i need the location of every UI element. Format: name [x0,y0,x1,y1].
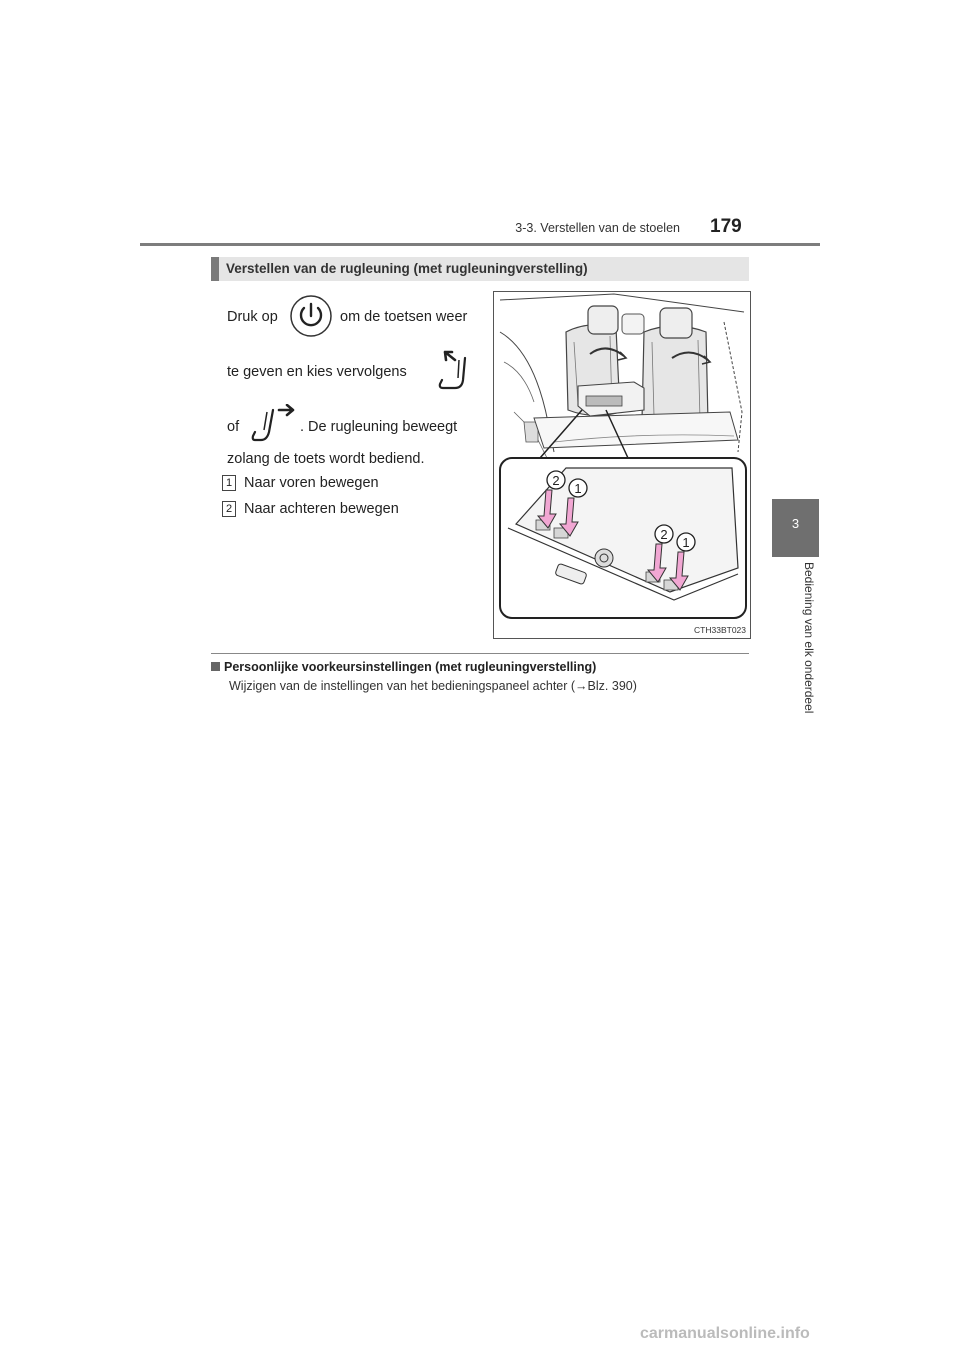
list-item-number: 2 [222,501,236,517]
seat-recline-forward-icon [437,348,477,396]
square-bullet-icon [211,662,220,671]
chapter-heading: 3-3. Verstellen van de stoelen [515,221,680,235]
subsection-title-text: Persoonlijke voorkeursinstellingen (met rugleuningverstelling) [224,660,597,674]
rear-seat-drawing [494,292,750,638]
callout-label: 2 [660,527,668,542]
body-line3-start: of [227,419,240,435]
footer-watermark: carmanualsonline.info [640,1325,810,1342]
body-line4: zolang de toets wordt bediend. [227,451,425,467]
subsection-title [211,660,596,674]
section-title: Verstellen van de rugleuning (met rugleuningverstelling) [226,261,588,276]
chapter-tab-number: 3 [791,516,800,531]
seat-recline-backward-icon [251,404,299,446]
body-line1-start: Druk op [227,309,278,325]
body-line3-end: . De rugleuning beweegt [300,419,458,435]
chapter-tab-label: Bediening van elk onderdeel [802,562,816,714]
body-line2: te geven en kies vervolgens [227,364,407,380]
list-item [222,473,379,493]
list-item [222,499,399,519]
subsection-text: Wijzigen van de instellingen van het bedieningspaneel achter (→Blz. 390) [229,679,637,693]
power-icon [289,294,333,338]
section-title-accent [211,257,219,281]
header-rule [140,243,820,246]
list-item-text: Naar voren bewegen [244,475,379,491]
seat-illustration [493,291,751,639]
page-number: 179 [710,216,742,237]
subsection-rule [211,653,749,654]
callout-label: 2 [552,473,560,488]
list-item-number: 1 [222,475,236,491]
list-item-text: Naar achteren bewegen [244,501,399,517]
callout-label: 1 [682,535,690,550]
callout-label: 1 [574,481,582,496]
figure-code: CTH33BT023 [694,625,746,635]
body-line1-end: om de toetsen weer [340,309,468,325]
